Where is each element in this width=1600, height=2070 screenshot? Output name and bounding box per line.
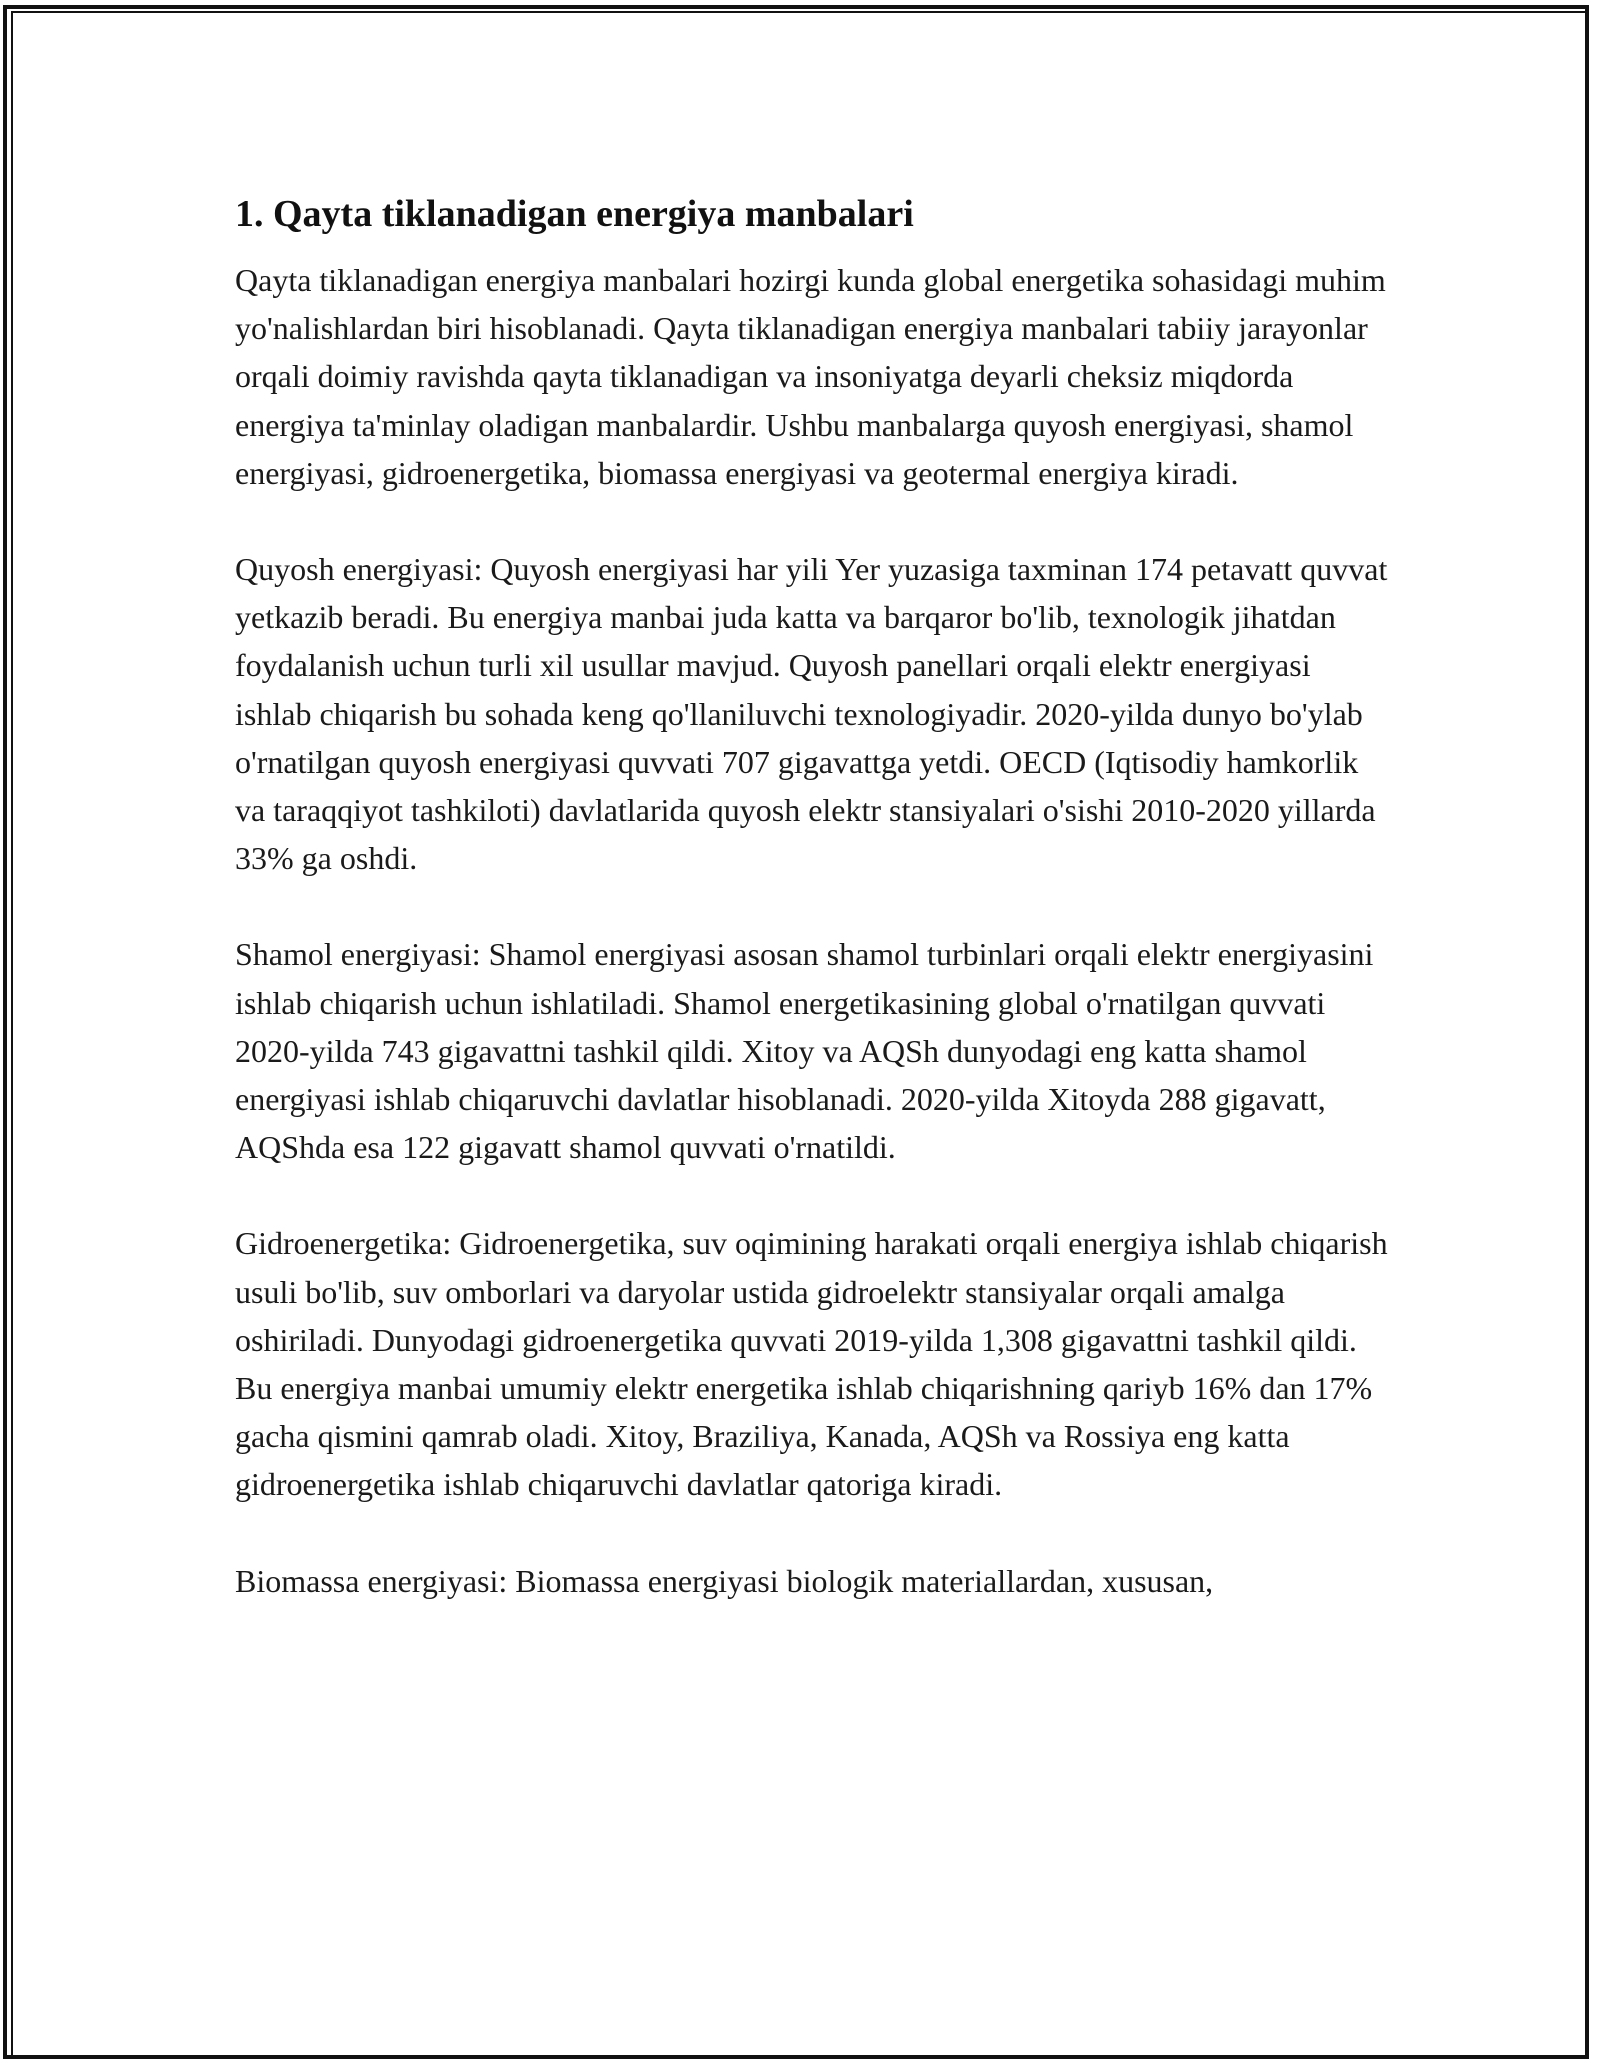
paragraph-hydro: Gidroenergetika: Gidroenergetika, suv oqimining harakati orqali energiya ishlab chiqarish usuli bo'lib, suv omborlari va daryolar ustida gidroelektr stansiyalar orqali amalga oshiriladi. Dunyodagi gidroenergetika quvvati 2019-yilda 1,308 gigavattni tashkil qildi. Bu energiya manbai umumiy elektr energetika ishlab chiqarishning qariyb 16% dan 17% gacha qismini qamrab oladi. Xitoy, Braziliya, Kanada, AQSh va Rossiya eng katta gidroenergetika ishlab chiqaruvchi davlatlar qatoriga kiradi. — [235, 1225, 1388, 1503]
document-body — [235, 184, 1395, 1605]
paragraph-intro: Qayta tiklanadigan energiya manbalari hozirgi kunda global energetika sohasidagi muhim yo'nalishlardan biri hisoblanadi. Qayta tiklanadigan energiya manbalari tabiiy jarayonlar orqali doimiy ravishda qayta tiklanadigan va insoniyatga deyarli cheksiz miqdorda energiya ta'minlay oladigan manbalardir. Ushbu manbalarga quyosh energiyasi, shamol energiyasi, gidroenergetika, biomassa energiyasi va geotermal energiya kiradi. — [235, 262, 1386, 491]
paragraph-biomass: Biomassa energiyasi: Biomassa energiyasi biologik materiallardan, xususan, — [235, 1562, 1214, 1599]
paragraph-solar: Quyosh energiyasi: Quyosh energiyasi har yili Yer yuzasiga taxminan 174 petavatt quvvat yetkazib beradi. Bu energiya manbai juda katta va barqaror bo'lib, texnologik jihatdan foydalanish uchun turli xil usullar mavjud. Quyosh panellari orqali elektr energiyasi ishlab chiqarish bu sohada keng qo'llaniluvchi texnologiyadir. 2020-yilda dunyo bo'ylab o'rnatilgan quyosh energiyasi quvvati 707 gigavattga yetdi. OECD (Iqtisodiy hamkorlik va taraqqiyot tashkiloti) davlatlarida quyosh elektr stansiyalari o'sishi 2010-2020 yillarda 33% ga oshdi. — [235, 551, 1388, 877]
section-heading: 1. Qayta tiklanadigan energiya manbalari — [235, 193, 914, 235]
paragraph-wind: Shamol energiyasi: Shamol energiyasi asosan shamol turbinlari orqali elektr energiyasini ishlab chiqarish uchun ishlatiladi. Shamol energetikasining global o'rnatilgan quvvati 2020-yilda 743 gigavattni tashkil qildi. Xitoy va AQSh dunyodagi eng katta shamol energiyasi ishlab chiqaruvchi davlatlar hisoblanadi. 2020-yilda Xitoyda 288 gigavatt, AQShda esa 122 gigavatt shamol quvvati o'rnatildi. — [235, 936, 1374, 1166]
